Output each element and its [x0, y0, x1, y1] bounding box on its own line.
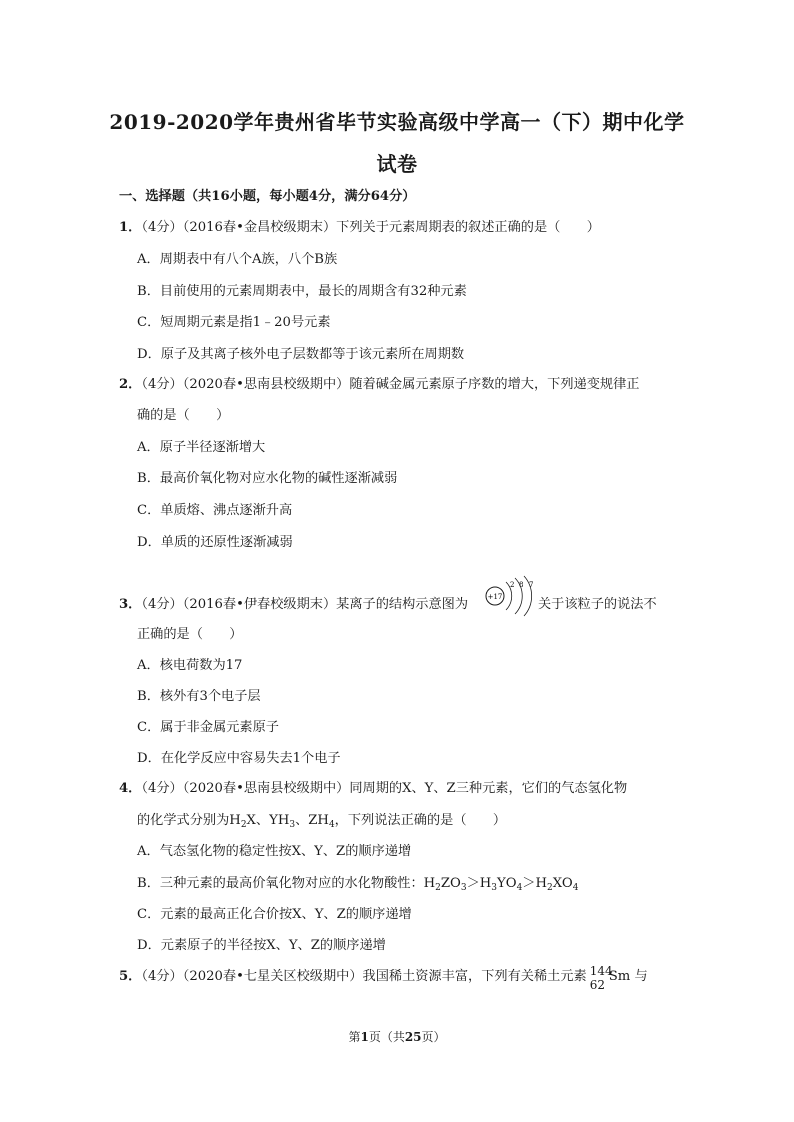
question-2 [119, 376, 639, 394]
question-text-continued [137, 812, 506, 834]
question-text-continued: 正确的是（ ） [137, 627, 243, 642]
question-number: 5． [119, 969, 142, 984]
option-a: A．原子半径逐渐增大 [137, 440, 266, 455]
question-text: （4分）（2020春•思南县校级期中）随着碱金属元素原子序数的增大，下列递变规律正 [141, 377, 640, 392]
ion-structure-diagram [484, 574, 542, 620]
mass-number: 144 [589, 964, 613, 978]
subscript: 4 [572, 883, 579, 893]
text-part: X、YH [246, 813, 290, 828]
text-part: 的化学式分别为H [137, 813, 241, 828]
option-b: B．最高价氧化物对应水化物的碱性逐渐减弱 [137, 471, 398, 486]
subscript: 3 [460, 883, 467, 893]
question-text: （4分）（2016春•伊春校级期末）某离子的结构示意图为 [141, 597, 469, 612]
shell-3-electrons: 7 [529, 581, 534, 589]
text-part: 、ZH [295, 813, 329, 828]
total-pages: 25 [404, 1030, 422, 1044]
option-c: C．元素的最高正化合价按X、Y、Z的顺序递增 [137, 907, 412, 922]
subscript: 2 [547, 883, 553, 893]
question-5 [119, 964, 648, 992]
question-number: 4． [119, 781, 142, 796]
question-text-after-diagram: 关于该粒子的说法不 [538, 597, 657, 612]
text-part: ZO [440, 876, 461, 891]
question-1 [119, 219, 600, 237]
question-3 [119, 596, 468, 614]
option-d: D．元素原子的半径按X、Y、Z的顺序递增 [137, 938, 386, 953]
section-heading: 一、选择题（共16小题，每小题4分，满分64分） [119, 189, 416, 204]
option-b: B．核外有3个电子层 [137, 689, 261, 704]
option-c: C．属于非金属元素原子 [137, 720, 279, 735]
shell-2-electrons: 8 [519, 581, 524, 589]
page-title-line-2: 试卷 [376, 152, 418, 176]
footer-text: 第 [348, 1030, 361, 1044]
text-part: B．三种元素的最高价氧化物对应的水化物酸性：H [137, 876, 436, 891]
question-text-continued: 确的是（ ） [137, 408, 230, 423]
subscript: 3 [289, 820, 296, 830]
question-number: 3． [119, 597, 142, 612]
option-c: C．单质熔、沸点逐渐升高 [137, 503, 293, 518]
nucleus-charge: +17 [487, 593, 503, 601]
page-number: 1 [360, 1030, 369, 1044]
isotope-notation [587, 964, 613, 992]
element-symbol: Sm [608, 969, 631, 984]
question-text: （4分）（2016春•金昌校级期末）下列关于元素周期表的叙述正确的是（ ） [141, 220, 600, 235]
shell-1-electrons: 2 [510, 581, 515, 589]
option-a: A．周期表中有八个A族，八个B族 [137, 252, 338, 267]
question-text: （4分）（2020春•七星关区校级期中）我国稀土资源丰富，下列有关稀土元素 [141, 969, 587, 984]
option-d: D．原子及其离子核外电子层数都等于该元素所在周期数 [137, 347, 465, 362]
option-c: C．短周期元素是指1﹣20号元素 [137, 315, 331, 330]
question-text: （4分）（2020春•思南县校级期中）同周期的X、Y、Z三种元素，它们的气态氢化物 [141, 781, 628, 796]
question-4 [119, 780, 627, 798]
option-a: A．核电荷数为17 [137, 658, 243, 673]
option-b: B．目前使用的元素周期表中，最长的周期含有32种元素 [137, 284, 467, 299]
question-number: 2． [119, 377, 142, 392]
text-part: ，下列说法正确的是（ ） [334, 813, 507, 828]
question-number: 1． [119, 220, 142, 235]
subscript: 2 [435, 883, 441, 893]
footer-text: 页（共 [368, 1030, 405, 1044]
question-text-end: 与 [634, 969, 648, 984]
subscript: 4 [516, 883, 523, 893]
text-part: ＞H [522, 876, 547, 891]
page-title-line-1: 2019-2020学年贵州省毕节实验高级中学高一（下）期中化学 [109, 110, 685, 134]
option-b [137, 875, 578, 897]
atomic-number: 62 [589, 978, 605, 992]
footer-text: 页） [421, 1030, 446, 1044]
page-footer [0, 1028, 794, 1045]
option-a: A．气态氢化物的稳定性按X、Y、Z的顺序递增 [137, 844, 412, 859]
subscript: 3 [491, 883, 498, 893]
option-d: D．在化学反应中容易失去1个电子 [137, 751, 341, 766]
subscript: 4 [328, 820, 335, 830]
option-d: D．单质的还原性逐渐减弱 [137, 535, 293, 550]
text-part: YO [497, 876, 517, 891]
subscript: 2 [240, 820, 247, 830]
text-part: ＞H [466, 876, 492, 891]
text-part: XO [552, 876, 573, 891]
